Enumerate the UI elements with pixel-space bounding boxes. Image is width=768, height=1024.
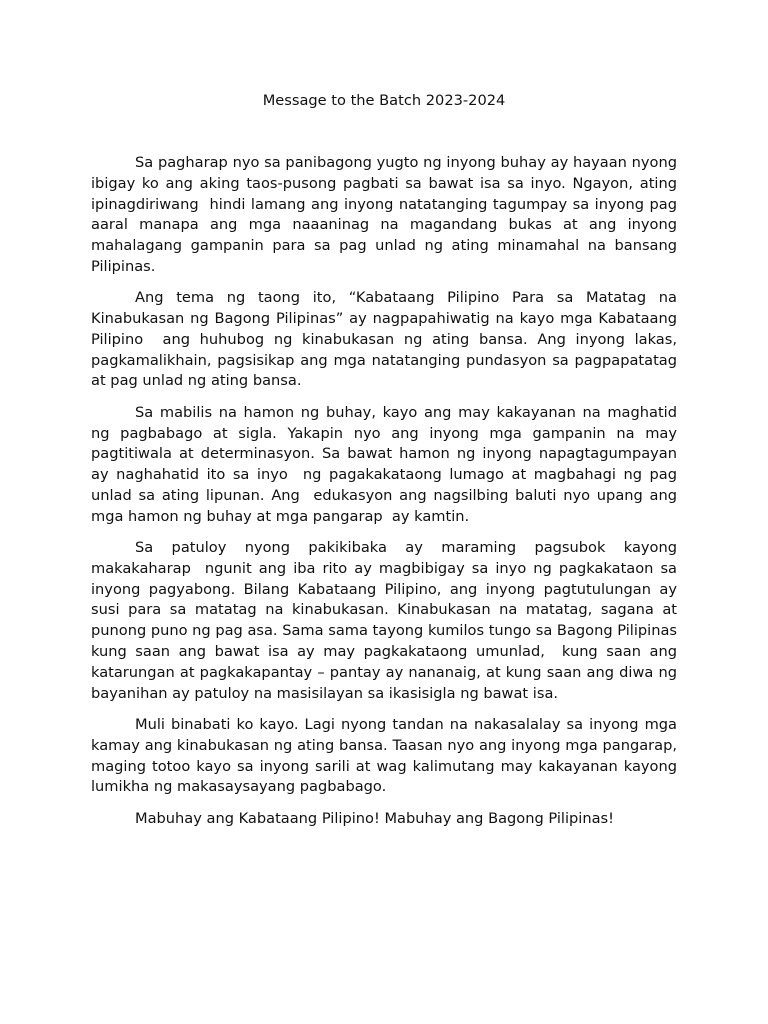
paragraph: Muli binabati ko kayo. Lagi nyong tandan na nakasalalay sa inyong mga kamay ang kinabukasan ng ating bansa. Taasan nyo ang inyong mga pangarap, maging totoo kayo sa inyong sarili at wag kalimutang may kakayanan kayong lumikha ng makasaysayang pagbabago.	[91, 715, 682, 796]
document-title: Message to the Batch 2023-2024	[262, 92, 506, 109]
paragraph: Sa patuloy nyong pakikibaka ay maraming pagsubok kayong makakaharap ngunit ang iba rito ay magbibigay sa inyo ng pagkakataon sa inyong pagyabong. Bilang Kabataang Pilipino, ang inyong pagtutulungan ay susi para sa matatag na kinabukasan. Kinabukasan na matatag, sagana at punong puno ng pag asa. Sama sama tayong kumilos tungo sa Bagong Pilipinas kung saan ang bawat isa ay may pagkakataong umunlad, kung saan ang katarungan at pagkakapantay – pantay ay nananaig, at kung saan ang diwa ng bayanihan ay patuloy na masisilayan sa ikasisigla ng bawat isa.	[91, 539, 682, 702]
paragraph: Sa mabilis na hamon ng buhay, kayo ang may kakayanan na maghatid ng pagbabago at sigla. Yakapin nyo ang inyong mga gampanin na may pagtitiwala at determinasyon. Sa bawat hamon ng inyong napagtagumpayan ay naghahatid ito sa inyo ng pagakakataong lumago at magbahagi ng pag unlad sa ating lipunan. Ang edukasyon ang nagsilbing baluti nyo upang ang mga hamon ng buhay at mga pangarap ay kamtin.	[91, 403, 682, 525]
paragraph: Ang tema ng taong ito, “Kabataang Pilipino Para sa Matatag na Kinabukasan ng Bagong Pilipinas” ay nagpapahiwatig na kayo mga Kabataang Pilipino ang huhubog ng kinabukasan ng ating bansa. Ang inyong lakas, pagkamalikhain, pagsisikap ang mga natatanging pundasyon sa pagpapatatag at pag unlad ng ating bansa.	[91, 289, 682, 390]
closing-line: Mabuhay ang Kabataang Pilipino! Mabuhay ang Bagong Pilipinas!	[135, 809, 614, 827]
paragraph: Sa pagharap nyo sa panibagong yugto ng inyong buhay ay hayaan nyong ibigay ko ang aking taos-pusong pagbati sa bawat isa sa inyo. Ngayon, ating ipinagdiriwang hindi lamang ang inyong natatanging tagumpay sa inyong pag aaral manapa ang mga naaaninag na magandang bukas at ang inyong mahalagang gampanin para sa pag unlad ng ating minamahal na bansang Pilipinas.	[91, 154, 682, 275]
document-body	[91, 153, 682, 840]
